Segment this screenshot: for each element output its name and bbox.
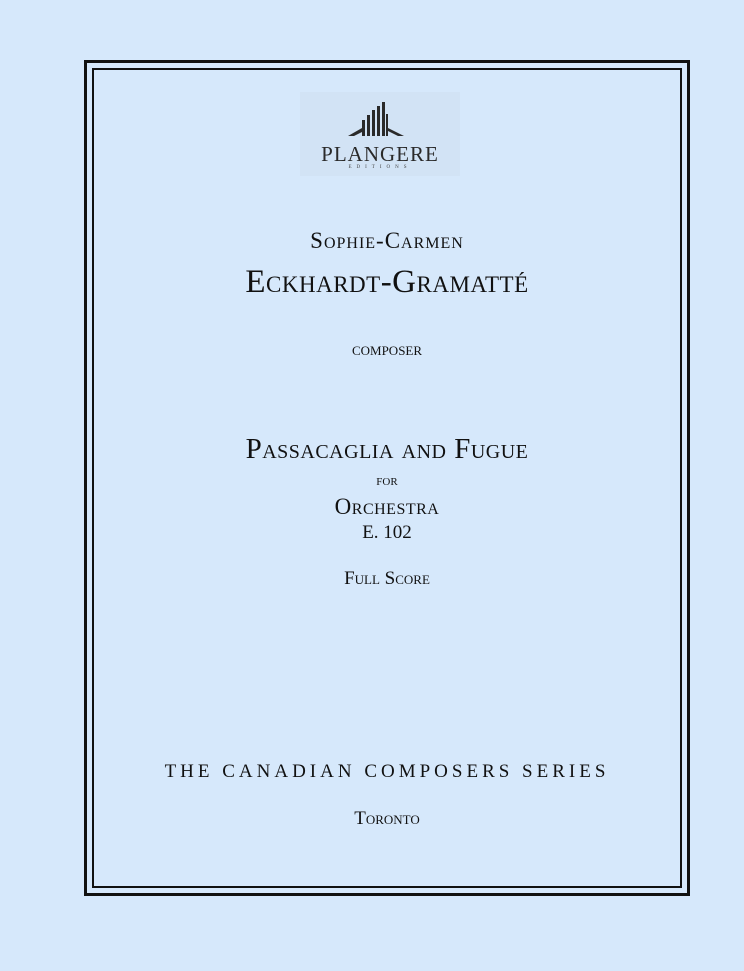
publisher-city: Toronto [354, 808, 420, 829]
for-label: for [376, 472, 398, 489]
composer-role: composer [351, 339, 423, 360]
publisher-sub: EDITIONS [348, 165, 412, 170]
catalog-number: E. 102 [362, 522, 412, 543]
publisher-name: PLANGERE [321, 142, 439, 166]
composer-first-name: Sophie-Carmen [310, 228, 464, 253]
work-title: Passacaglia and Fugue [245, 433, 529, 465]
organ-pipes-icon [348, 102, 412, 142]
composer-surname: Eckhardt-Gramatté [245, 264, 529, 300]
publisher-logo [300, 92, 460, 176]
instrumentation: Orchestra [334, 494, 440, 519]
series-name: THE CANADIAN COMPOSERS SERIES [164, 761, 610, 782]
edition-type: Full Score [344, 568, 430, 589]
